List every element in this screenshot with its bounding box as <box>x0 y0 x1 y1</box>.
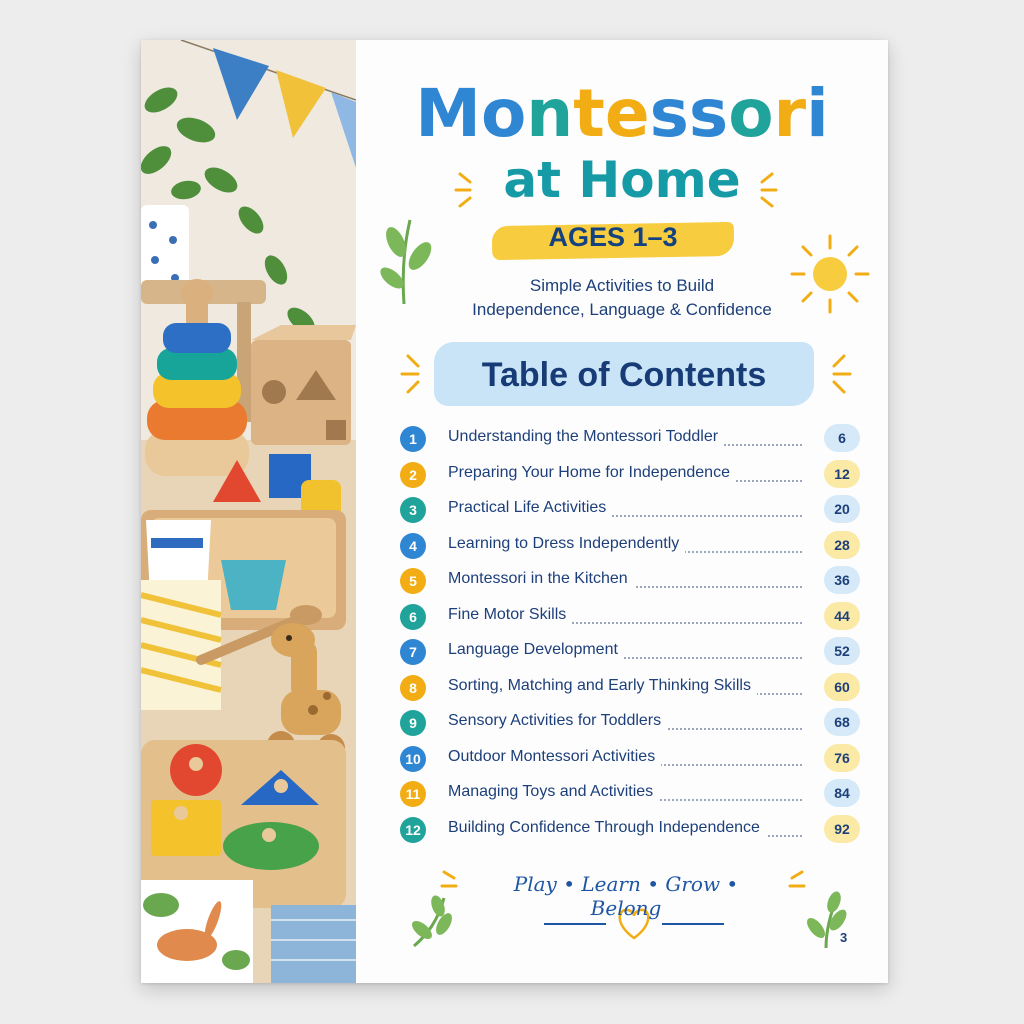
chapter-title: Understanding the Montessori Toddler <box>448 428 724 446</box>
title-montessori-text <box>415 75 829 152</box>
title-letter: r <box>773 75 807 152</box>
chapter-page-number: 36 <box>824 566 860 594</box>
toc-row[interactable] <box>386 531 872 561</box>
chapter-page-number: 92 <box>824 815 860 843</box>
chapter-page-number: 68 <box>824 708 860 736</box>
toc-row[interactable] <box>386 779 872 809</box>
chapter-page-number: 28 <box>824 531 860 559</box>
chapter-title: Sorting, Matching and Early Thinking Skills <box>448 677 757 695</box>
chapter-page-number: 12 <box>824 460 860 488</box>
motto: Play • Learn • Grow • Belong <box>513 872 739 920</box>
chapter-title: Managing Toys and Activities <box>448 783 659 801</box>
toc-row[interactable] <box>386 708 872 738</box>
chapter-number-badge: 9 <box>400 710 426 736</box>
photo-toys-illustration <box>141 40 356 983</box>
toys-photo <box>141 40 356 983</box>
sparkle-icon <box>818 352 852 396</box>
title-letter: o <box>728 75 774 152</box>
chapter-number-badge: 10 <box>400 746 426 772</box>
chapter-title: Sensory Activities for Toddlers <box>448 712 667 730</box>
chapter-number-badge: 7 <box>400 639 426 665</box>
chapter-number-badge: 5 <box>400 568 426 594</box>
chapter-title: Preparing Your Home for Independence <box>448 464 736 482</box>
title-letter: e <box>604 75 650 152</box>
title-word-montessori <box>356 75 888 152</box>
sparkle-icon <box>400 352 434 396</box>
chapter-page-number: 52 <box>824 637 860 665</box>
subtitle <box>356 274 888 322</box>
chapter-title: Fine Motor Skills <box>448 606 572 624</box>
toc-row[interactable] <box>386 637 872 667</box>
title-at-home: at Home <box>503 151 741 209</box>
sparkle-icon <box>740 170 780 210</box>
toc-row[interactable] <box>386 744 872 774</box>
toc-row[interactable] <box>386 673 872 703</box>
subtitle-line-1: Simple Activities to Build <box>529 276 715 295</box>
page-number: 3 <box>840 930 848 945</box>
chapter-title: Language Development <box>448 641 624 659</box>
ages-badge <box>492 216 734 260</box>
chapter-page-number: 76 <box>824 744 860 772</box>
chapter-number-badge: 1 <box>400 426 426 452</box>
content-column <box>356 40 888 983</box>
toc-row[interactable] <box>386 424 872 454</box>
title-letter: s <box>688 75 729 152</box>
ages-label: AGES 1–3 <box>548 222 678 252</box>
toc-row[interactable] <box>386 815 872 845</box>
chapter-number-badge: 6 <box>400 604 426 630</box>
chapter-title: Montessori in the Kitchen <box>448 570 634 588</box>
chapter-title: Practical Life Activities <box>448 499 612 517</box>
title-letter: o <box>480 75 527 152</box>
leaf-sprig-icon <box>404 890 464 950</box>
title-letter: t <box>573 75 605 152</box>
chapter-page-number: 20 <box>824 495 860 523</box>
toc-row[interactable] <box>386 495 872 525</box>
title-letter: n <box>526 75 574 152</box>
sparkle-icon <box>452 170 492 210</box>
chapter-title: Learning to Dress Independently <box>448 535 685 553</box>
title-letter: s <box>649 75 689 152</box>
chapter-title: Outdoor Montessori Activities <box>448 748 661 766</box>
chapter-number-badge: 12 <box>400 817 426 843</box>
toc-row[interactable] <box>386 602 872 632</box>
book-page <box>141 40 888 983</box>
subtitle-line-2: Independence, Language & Confidence <box>472 300 772 319</box>
chapter-page-number: 60 <box>824 673 860 701</box>
chapter-page-number: 6 <box>824 424 860 452</box>
title-letter: i <box>806 75 829 152</box>
chapter-page-number: 44 <box>824 602 860 630</box>
toc-heading <box>434 342 814 406</box>
chapter-number-badge: 8 <box>400 675 426 701</box>
chapter-page-number: 84 <box>824 779 860 807</box>
chapter-number-badge: 3 <box>400 497 426 523</box>
toc-row[interactable] <box>386 460 872 490</box>
toc-row[interactable] <box>386 566 872 596</box>
chapter-title: Building Confidence Through Independence <box>448 819 766 837</box>
title-letter: M <box>415 75 481 152</box>
chapter-number-badge: 2 <box>400 462 426 488</box>
toc-heading-text: Table of Contents <box>481 356 767 394</box>
chapter-number-badge: 4 <box>400 533 426 559</box>
chapter-number-badge: 11 <box>400 781 426 807</box>
